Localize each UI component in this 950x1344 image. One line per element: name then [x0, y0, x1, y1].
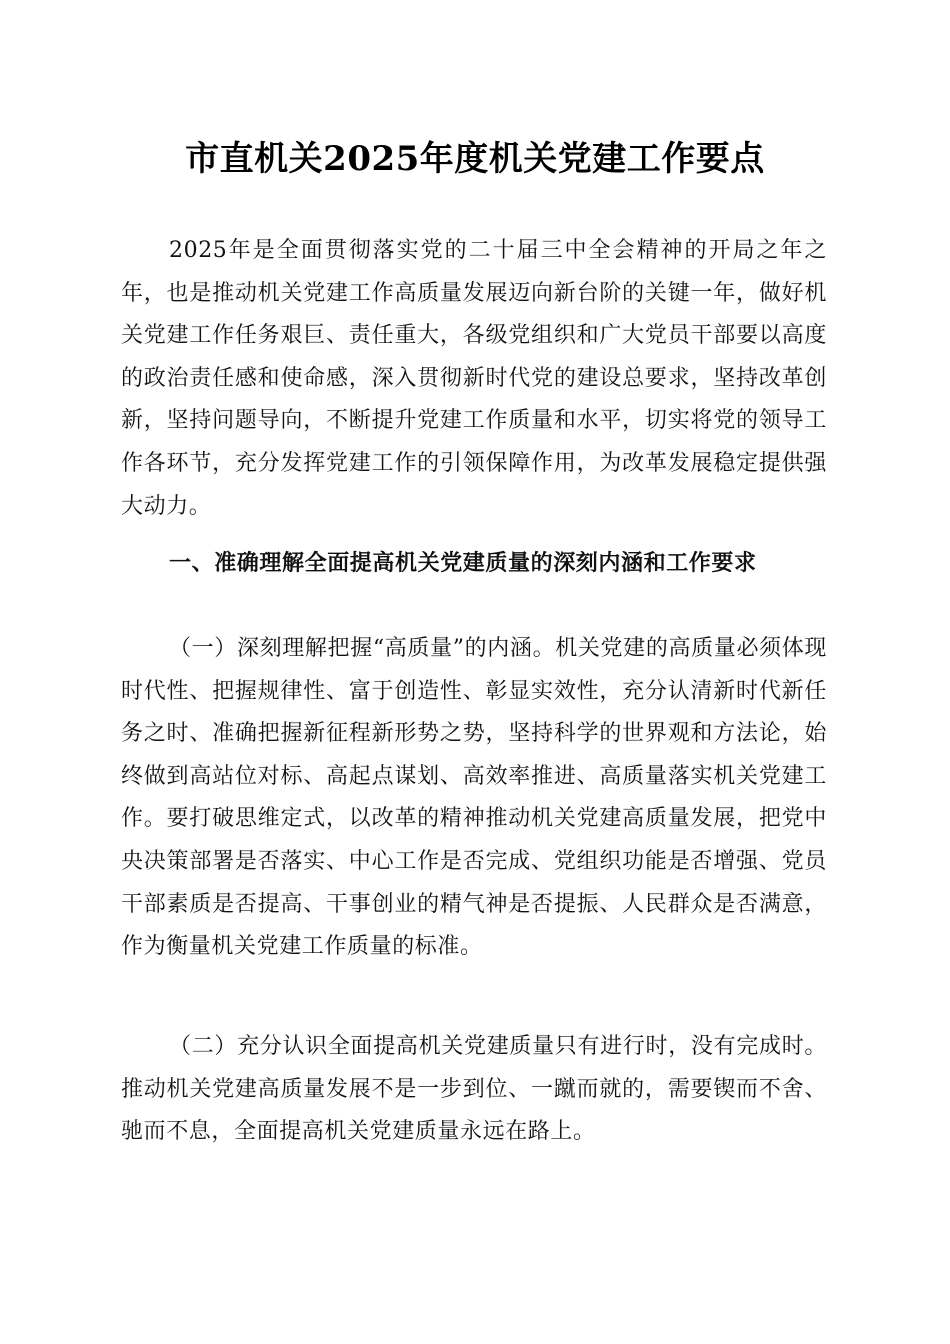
subsection-paragraph-2: （二）充分认识全面提高机关党建质量只有进行时，没有完成时。推动机关党建高质量发展不是一步到位、一蹴而就的，需要锲而不舍、驰而不息，全面提高机关党建质量永远在路上。 — [121, 1034, 827, 1145]
section-heading-1: 一、准确理解全面提高机关党建质量的深刻内涵和工作要求 — [169, 551, 757, 576]
intro-paragraph: 2025年是全面贯彻落实党的二十届三中全会精神的开局之年之年，也是推动机关党建工作高质量发展迈向新台阶的关键一年，做好机关党建工作任务艰巨、责任重大，各级党组织和广大党员干部要以高度的政治责任感和使命感，深入贯彻新时代党的建设总要求，坚持改革创新，坚持问题导向，不断提升党建工作质量和水平，切实将党的领导工作各环节，充分发挥党建工作的引领保障作用，为改革发展稳定提供强大动力。 — [121, 238, 827, 519]
subsection-paragraph-1: （一）深刻理解把握“高质量”的内涵。机关党建的高质量必须体现时代性、把握规律性、富于创造性、彰显实效性，充分认清新时代新任务之时、准确把握新征程新形势之势，坚持科学的世界观和方法论，始终做到高站位对标、高起点谋划、高效率推进、高质量落实机关党建工作。要打破思维定式，以改革的精神推动机关党建高质量发展，把党中央决策部署是否落实、中心工作是否完成、党组织功能是否增强、党员干部素质是否提高、干事创业的精气神是否提振、人民群众是否满意，作为衡量机关党建工作质量的标准。 — [121, 636, 827, 960]
document-title: 市直机关2025年度机关党建工作要点 — [185, 139, 765, 179]
